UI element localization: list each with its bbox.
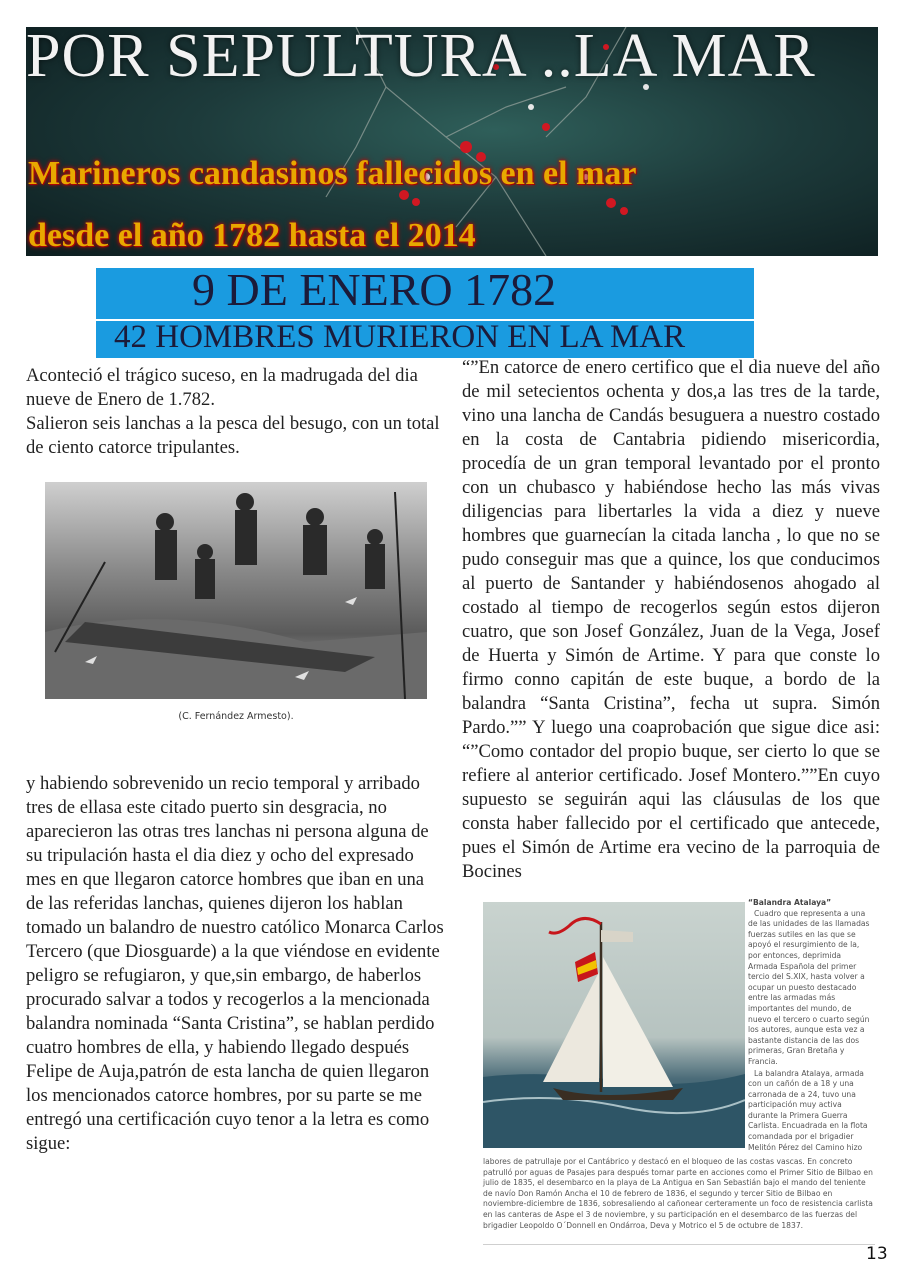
ship-paragraph-2: La balandra Atalaya, armada con un cañón de a 18 y una carronada de a 24, tuvo una participación muy activa durante la Primera Guerra Carlista. Encuadrada en la flota comandada por el brigadier Melitón Pérez del Camino hizo: [748, 1068, 868, 1152]
banner-title: POR SEPULTURA ..LA MAR: [26, 27, 816, 90]
balandra-atalaya-painting: [483, 902, 745, 1148]
date-heading-box: [96, 264, 754, 358]
left-intro: [26, 364, 446, 460]
intro-paragraph-2: Salieron seis lanchas a la pesca del besugo, con un total de ciento catorce tripulantes.: [26, 413, 440, 458]
right-column: [462, 356, 880, 884]
left-body-paragraph: y habiendo sobrevenido un recio temporal y arribado tres de ellasa este citado puerto sin desgracia, no aparecieron las otras tres lanchas ni persona alguna de su tripulación hasta el dia diez y ocho del expresado mes en que llegaron catorce hombres que iban en una de las referidas lanchas, quienes dijeron los hablan tomado un balandro de nuestro católico Monarca Carlos Tercero (que Diosguarde) a la que viéndose en evidente peligro se refugiaron, y que,sin embargo, de haberlos procurado salvar a todos y recogerlos a la mencionada balandra nominada “Santa Cristina”, se hablan perdido cuatro hombres de ella, y habiendo llegado después Felipe de Auja,patrón de esta lancha de quien llegaron los mencionados catorce hombres, por su parte se me entregó una certificación cuyo tenor a la letra es como sigue:: [26, 773, 444, 1154]
date-heading: 9 DE ENERO 1782: [192, 264, 557, 315]
sailing-ship-illustration: [483, 902, 745, 1148]
intro-paragraph-1: Aconteció el trágico suceso, en la madrugada del dia nueve de Enero de 1.782.: [26, 365, 418, 410]
engraving-illustration: [45, 482, 427, 699]
ship-paragraph-3: labores de patrullaje por el Cantábrico y destacó en el bloqueo de las costas vascas. En concreto patrulló por aguas de Pasajes para después tomar parte en acciones como el Primer Sitio de Bilbao en julio de 1835, el desembarco en la playa de La Antigua en San Sebastián bajo el mando del teniente de navío Don Ramón Ancha el 10 de febrero de 1836, el segundo y tercer Sitio de Bilbao en noviembre-diciembre de 1836, sobresaliendo al cañonear certeramente un foco de resistencia carlista en las canteras de Aspe el 3 de noviembre, y su participación en el desembarco de las fuerzas del brigadier Leopoldo O´Donnell en Ondárroa, Deva y Motrico el 5 de octubre de 1837.: [483, 1157, 873, 1230]
page-number: 13: [866, 1244, 888, 1264]
title-banner: [26, 27, 878, 256]
ship-paragraph-1: Cuadro que representa a una de las unidades de las llamadas fuerzas sutiles en las que se apoyó el resurgimiento de la, por entonces, deprimida Armada Española del primer tercio del S.XIX, hasta volver a ocupar un puesto destacado entre las armadas más importantes del mundo, de nuevo el tercero o cuarto según los autores, aunque esta vez a bastante distancia de las dos primeras, Gran Bretaña y Francia.: [748, 908, 870, 1066]
banner-subtitle-1: Marineros candasinos fallecidos en el mar: [28, 155, 637, 192]
ship-description-continued: [483, 1157, 873, 1231]
banner-subtitle-2: desde el año 1782 hasta el 2014: [28, 217, 476, 254]
deaths-subheading-bar: [96, 319, 754, 360]
left-body: [26, 772, 446, 1156]
ship-title: “Balandra Atalaya”: [748, 898, 832, 907]
image-caption: (C. Fernández Armesto).: [178, 711, 294, 722]
deaths-subheading: 42 HOMBRES MURIERON EN LA MAR: [114, 319, 686, 355]
certificate-quote-paragraph: “”En catorce de enero certifico que el dia nueve del año de mil setecientos ochenta y dos,a las tres de la tarde, vino una lancha de Candás besuguera a nuestro costado en la costa de Cantabria pidiendo misericordia, procedía de un gran temporal levantado por el pronto con un chubasco y habiéndose hecho las más vivas diligencias para libertarles la vida a diez y nueve hombres que guarnecían la citada lancha , lo que no se pudo conseguir mas que a quince, los que conducimos al puerto de Santander y habiéndosenos ahogado al costado al tiempo de recogerlos según estos dijeron cuatro, que son Josef González, Juan de la Vega, Josef de Huerta y Simón de Artime. Y para que conste lo firmo conno capitán de este buque, a bordo de la balandra “Santa Cristina”, fecha ut supra. Simón Pardo.”” Y luego una coaprobación que sigue dice asi: “”Como contador del propio buque, ser cierto lo que se refiere al anterior certificado. Josef Montero.””En cuyo supuesto se seguirán aqui las cláusulas de los que consta haber fallecido por el certificado que antecede, pues el Simón de Artime era vecino de la parroquia de Bocines: [462, 357, 880, 882]
footer-rule: [483, 1244, 875, 1245]
fishermen-boat-engraving: [45, 482, 427, 699]
ship-description-box: [748, 898, 873, 1154]
